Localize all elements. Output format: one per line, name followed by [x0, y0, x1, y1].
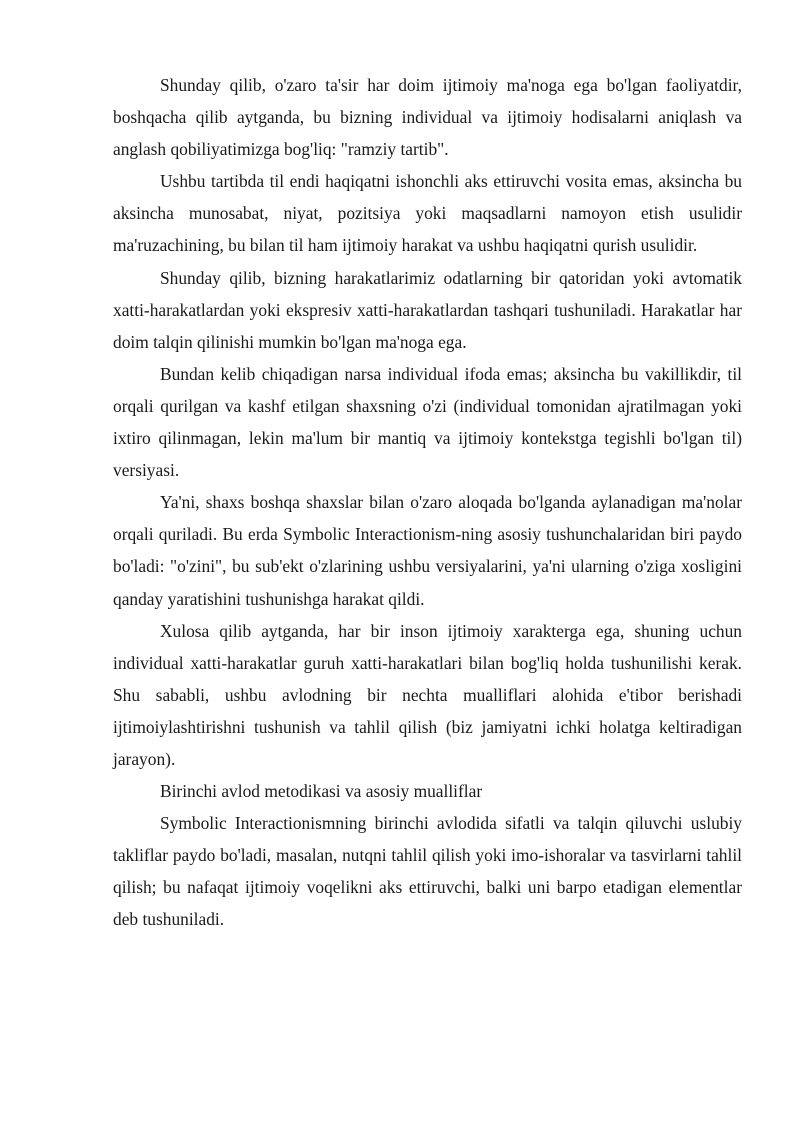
paragraph-4: Bundan kelib chiqadigan narsa individual ifoda emas; aksincha bu vakillikdir, til orqali qurilgan va kashf etilgan shaxsning o'zi (individual tomonidan ajratilmagan yoki ixtiro qilinmagan, lekin ma'lum bir mantiq va ijtimoiy kontekstga tegishli bo'lgan til) versiyasi. [113, 363, 742, 481]
paragraph-7: Symbolic Interactionismning birinchi avlodida sifatli va talqin qiluvchi uslubiy takliflar paydo bo'ladi, masalan, nutqni tahlil qilish yoki imo-ishoralar va tasvirlarni tahlil qilish; bu nafaqat ijtimoiy voqelikni aks ettiruvchi, balki uni barpo etadigan elementlar deb tushuniladi. [113, 813, 742, 930]
paragraph-1: Shunday qilib, o'zaro ta'sir har doim ijtimoiy ma'noga ega bo'lgan faoliyatdir, boshqacha qilib aytganda, bu bizning individual va ijtimoiy hodisalarni aniqlash va anglash qobiliyatimizga bog'liq: "ramziy tartib". [113, 75, 742, 160]
section-heading: Birinchi avlod metodikasi va asosiy mualliflar [160, 781, 483, 802]
paragraph-6: Xulosa qilib aytganda, har bir inson ijtimoiy xarakterga ega, shuning uchun individual xatti-harakatlar guruh xatti-harakatlari bilan bog'liq holda tushunilishi kerak. Shu sababli, ushbu avlodning bir nechta mualliflari alohida e'tibor berishadi ijtimoiylashtirishni tushunish va tahlil qilish (biz jamiyatni ichki holatga keltiradigan jarayon). [113, 620, 742, 769]
paragraph-3: Shunday qilib, bizning harakatlarimiz odatlarning bir qatoridan yoki avtomatik xatti-harakatlardan yoki ekspresiv xatti-harakatlardan tashqari tushuniladi. Harakatlar har doim talqin qilinishi mumkin bo'lgan ma'noga ega. [113, 267, 742, 352]
paragraph-2: Ushbu tartibda til endi haqiqatni ishonchli aks ettiruvchi vosita emas, aksincha bu aksincha munosabat, niyat, pozitsiya yoki maqsadlarni namoyon etish usulidir ma'ruzachining, bu bilan til ham ijtimoiy harakat va ushbu haqiqatni qurish usulidir. [113, 171, 742, 256]
document-page [113, 69, 742, 936]
paragraph-5: Ya'ni, shaxs boshqa shaxslar bilan o'zaro aloqada bo'lganda aylanadigan ma'nolar orqali quriladi. Bu erda Symbolic Interactionism-ning asosiy tushunchalaridan biri paydo bo'ladi: "o'zini", bu sub'ekt o'zlarining ushbu versiyalarini, ya'ni ularning o'ziga xosligini qanday yaratishini tushunishga harakat qildi. [113, 492, 742, 609]
